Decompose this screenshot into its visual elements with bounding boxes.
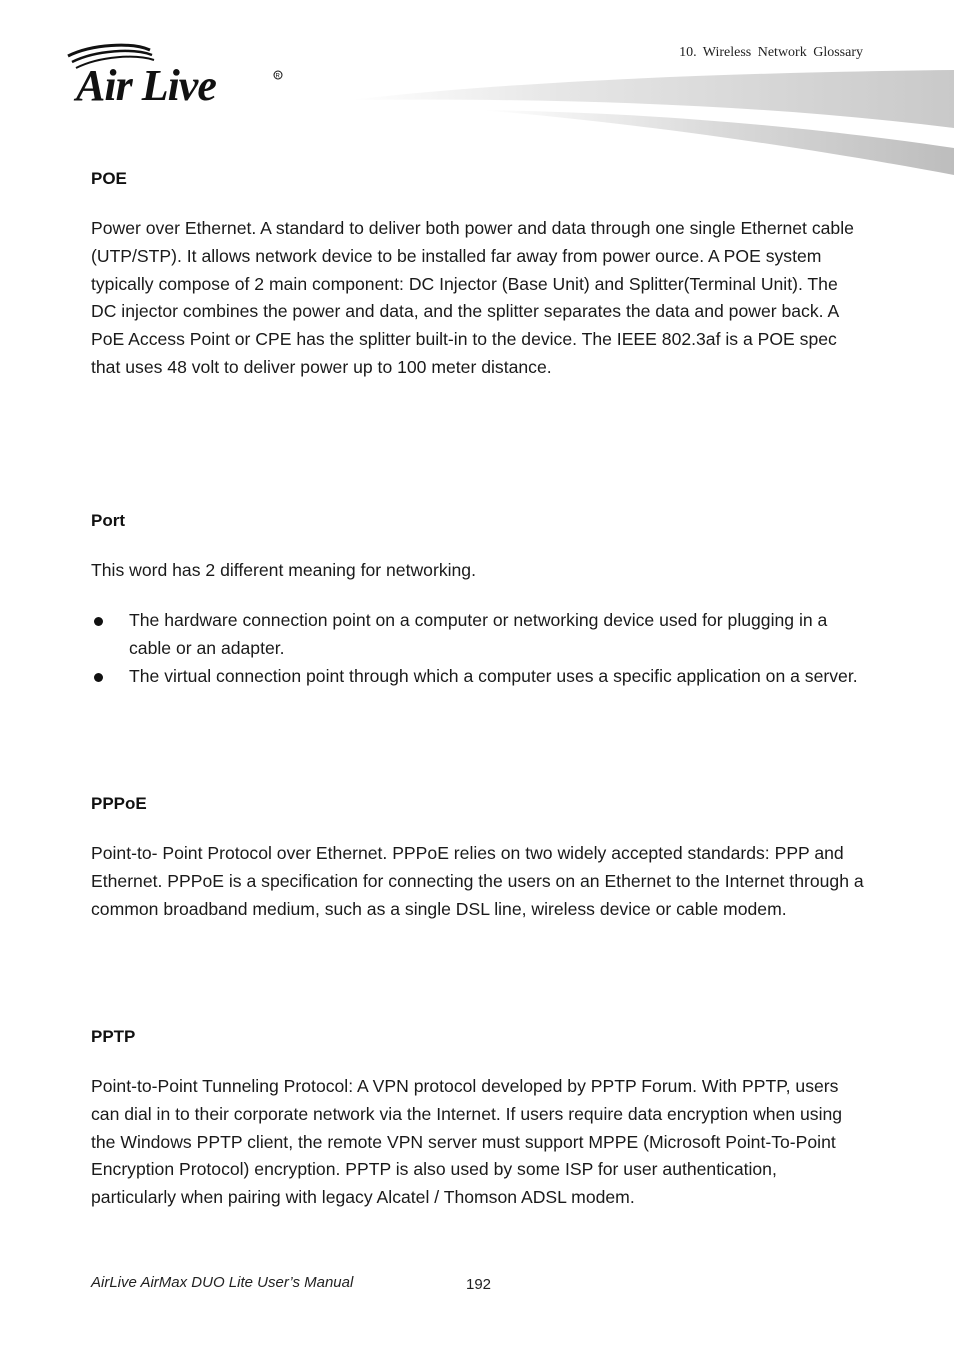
svg-text:Air Live: Air Live (76, 61, 216, 106)
paragraph-poe: Power over Ethernet. A standard to deliver both power and data through one single Ethernet cable (UTP/STP). It allows network device to be installed far away from power ource. A POE system typically compose of 2 main component: DC Injector (Base Unit) and Splitter(Terminal Unit). The DC injector combines the power and data, and the splitter separates the data and power back. A PoE Access Point or CPE has the splitter built-in to the device. The IEEE 802.3af is a POE spec that uses 48 volt to deliver power up to 100 meter distance. (91, 218, 854, 377)
chapter-title: 10. Wireless Network Glossary (679, 45, 863, 60)
list-item (91, 663, 866, 691)
paragraph-pppoe: Point-to- Point Protocol over Ethernet. PPPoE relies on two widely accepted standards: PPP and Ethernet. PPPoE is a specification for connecting the users on an Ethernet to the Internet through a common broadband medium, such as a single DSL line, wireless device or cable modem. (91, 843, 864, 919)
airlive-logo (62, 42, 292, 106)
port-bullet-list (91, 607, 866, 690)
bullet-text: The hardware connection point on a computer or networking device used for plugging in a cable or an adapter. (129, 610, 828, 658)
bullet-text: The virtual connection point through which a computer uses a specific application on a server. (129, 665, 858, 686)
page-number: 192 (466, 1276, 492, 1293)
term-poe: POE (91, 169, 127, 188)
svg-text:R: R (275, 73, 280, 80)
footer-manual-title: AirLive AirMax DUO Lite User’s Manual (91, 1274, 354, 1291)
bullet-icon (94, 673, 103, 682)
bullet-icon (94, 617, 103, 626)
paragraph-port: This word has 2 different meaning for networking. (91, 560, 476, 580)
list-item (91, 607, 866, 663)
term-port: Port (91, 511, 125, 530)
term-pppoe: PPPoE (91, 794, 147, 813)
paragraph-pptp: Point-to-Point Tunneling Protocol: A VPN protocol developed by PPTP Forum. With PPTP, users can dial in to their corporate network via the Internet. If users require data encryption when using the Windows PPTP client, the remote VPN server must support MPPE (Microsoft Point-To-Point Encryption Protocol) encryption. PPTP is also used by some ISP for user authentication, particularly when pairing with legacy Alcatel / Thomson ADSL modem. (91, 1076, 843, 1208)
term-pptp: PPTP (91, 1027, 136, 1046)
